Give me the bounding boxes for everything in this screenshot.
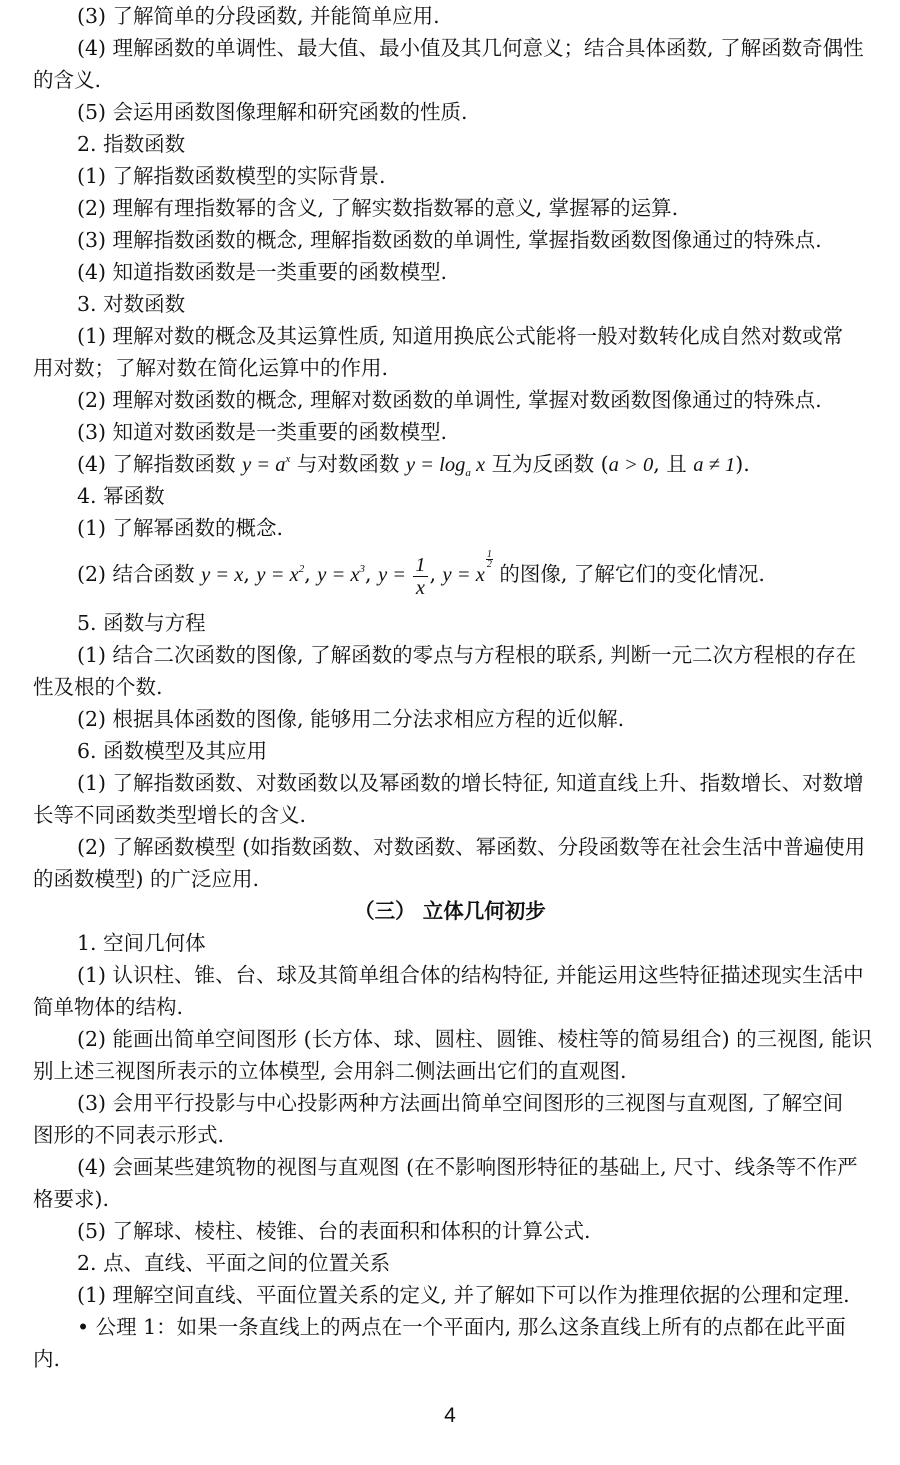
text-segment: (2) 结合函数 bbox=[77, 562, 202, 586]
math-formula: $y = x^2$ bbox=[256, 563, 305, 586]
text-line: (4) 理解函数的单调性、最大值、最小值及其几何意义；结合具体函数, 了解函数奇偶性 bbox=[77, 36, 864, 60]
text-line: 性及根的个数. bbox=[33, 675, 163, 699]
text-line-formula: (2) 结合函数 y = x, $y = x^2$, $y = x^3$, y = $\frac{1}{x}$ , y = x $\frac{1}{2}$ 的图像, 了解它们的变化情况. bbox=[77, 549, 765, 599]
math-formula: $y = a^x$ bbox=[242, 453, 291, 476]
text-line: (3) 会用平行投影与中心投影两种方法画出简单空间图形的三视图与直观图, 了解空间 bbox=[77, 1091, 844, 1115]
text-line: 长等不同函数类型增长的含义. bbox=[33, 803, 307, 827]
text-line: 简单物体的结构. bbox=[33, 995, 184, 1019]
text-line: (3) 知道对数函数是一类重要的函数模型. bbox=[77, 420, 448, 444]
text-line: 格要求). bbox=[33, 1187, 110, 1211]
text-line: (2) 能画出简单空间图形 (长方体、球、圆柱、圆锥、棱柱等的简易组合) 的三视图, 能识 bbox=[77, 1027, 873, 1051]
text-line: (5) 了解球、棱柱、棱锥、台的表面积和体积的计算公式. bbox=[77, 1219, 591, 1243]
fraction: $\frac{1}{x}$ bbox=[415, 553, 426, 599]
section-heading: 2. 指数函数 bbox=[77, 132, 186, 156]
text-line: (4) 会画某些建筑物的视图与直观图 (在不影响图形特征的基础上, 尺寸、线条等不作严 bbox=[77, 1155, 858, 1179]
text-line: (2) 理解对数函数的概念, 理解对数函数的单调性, 掌握对数函数图像通过的特殊点. bbox=[77, 388, 822, 412]
text-segment: (4) 了解指数函数 bbox=[77, 452, 243, 476]
chapter-heading: （三） 立体几何初步 bbox=[354, 899, 546, 923]
page-number: 4 bbox=[444, 1404, 456, 1427]
math-formula: a > 0 bbox=[608, 454, 654, 476]
section-heading: 4. 幂函数 bbox=[77, 484, 165, 508]
text-line: (2) 了解函数模型 (如指数函数、对数函数、幂函数、分段函数等在社会生活中普遍使用 bbox=[77, 835, 866, 859]
text-line: (3) 理解指数函数的概念, 理解指数函数的单调性, 掌握指数函数图像通过的特殊点. bbox=[77, 228, 822, 252]
text-line: (1) 理解空间直线、平面位置关系的定义, 并了解如下可以作为推理依据的公理和定理. bbox=[77, 1283, 850, 1307]
text-line: 的函数模型) 的广泛应用. bbox=[33, 867, 260, 891]
text-segment: ). bbox=[735, 452, 750, 476]
text-line: (4) 知道指数函数是一类重要的函数模型. bbox=[77, 260, 448, 284]
text-segment: 与对数函数 bbox=[290, 452, 406, 476]
exponent-fraction: $\frac{1}{2}$ bbox=[486, 549, 492, 570]
bullet-line: • 公理 1：如果一条直线上的两点在一个平面内, 那么这条直线上所有的点都在此平面 bbox=[77, 1315, 846, 1339]
text-line: 图形的不同表示形式. bbox=[33, 1123, 225, 1147]
text-line: (1) 了解指数函数、对数函数以及幂函数的增长特征, 知道直线上升、指数增长、对数增 bbox=[77, 771, 864, 795]
text-line-formula bbox=[77, 451, 750, 478]
math-formula: $y = x^3$ bbox=[317, 563, 366, 586]
text-line: (1) 理解对数的概念及其运算性质, 知道用换底公式能将一般对数转化成自然对数或常 bbox=[77, 324, 844, 348]
section-heading: 6. 函数模型及其应用 bbox=[77, 739, 268, 763]
text-line: 内. bbox=[33, 1347, 61, 1371]
text-line: 别上述三视图所表示的立体模型, 会用斜二侧法画出它们的直观图. bbox=[33, 1059, 627, 1083]
text-segment: 的图像, 了解它们的变化情况. bbox=[492, 562, 765, 586]
text-line: (5) 会运用函数图像理解和研究函数的性质. bbox=[77, 100, 468, 124]
section-heading: 1. 空间几何体 bbox=[77, 931, 206, 955]
section-heading: 2. 点、直线、平面之间的位置关系 bbox=[77, 1251, 391, 1275]
text-line: (1) 认识柱、锥、台、球及其简单组合体的结构特征, 并能运用这些特征描述现实生活中 bbox=[77, 963, 864, 987]
math-formula: y = $\frac{1}{x}$ bbox=[378, 553, 426, 599]
math-formula: a ≠ 1 bbox=[693, 454, 736, 476]
math-formula: y = x bbox=[201, 564, 244, 586]
text-segment: , 且 bbox=[653, 452, 694, 476]
text-line: (1) 了解幂函数的概念. bbox=[77, 516, 284, 540]
section-heading: 5. 函数与方程 bbox=[77, 611, 206, 635]
text-line: (1) 了解指数函数模型的实际背景. bbox=[77, 164, 386, 188]
text-line: (2) 理解有理指数幂的含义, 了解实数指数幂的意义, 掌握幂的运算. bbox=[77, 196, 679, 220]
text-segment: 互为反函数 ( bbox=[485, 452, 609, 476]
text-line: (1) 结合二次函数的图像, 了解函数的零点与方程根的联系, 判断一元二次方程根的存在 bbox=[77, 643, 857, 667]
math-formula: $y = \log_a x$ bbox=[405, 454, 486, 479]
text-line: (3) 了解简单的分段函数, 并能简单应用. bbox=[77, 4, 440, 28]
text-line: 用对数；了解对数在简化运算中的作用. bbox=[33, 356, 389, 380]
math-formula: y = x $\frac{1}{2}$ bbox=[442, 549, 492, 586]
text-line: (2) 根据具体函数的图像, 能够用二分法求相应方程的近似解. bbox=[77, 707, 625, 731]
section-heading: 3. 对数函数 bbox=[77, 292, 186, 316]
text-line: 的含义. bbox=[33, 68, 102, 92]
